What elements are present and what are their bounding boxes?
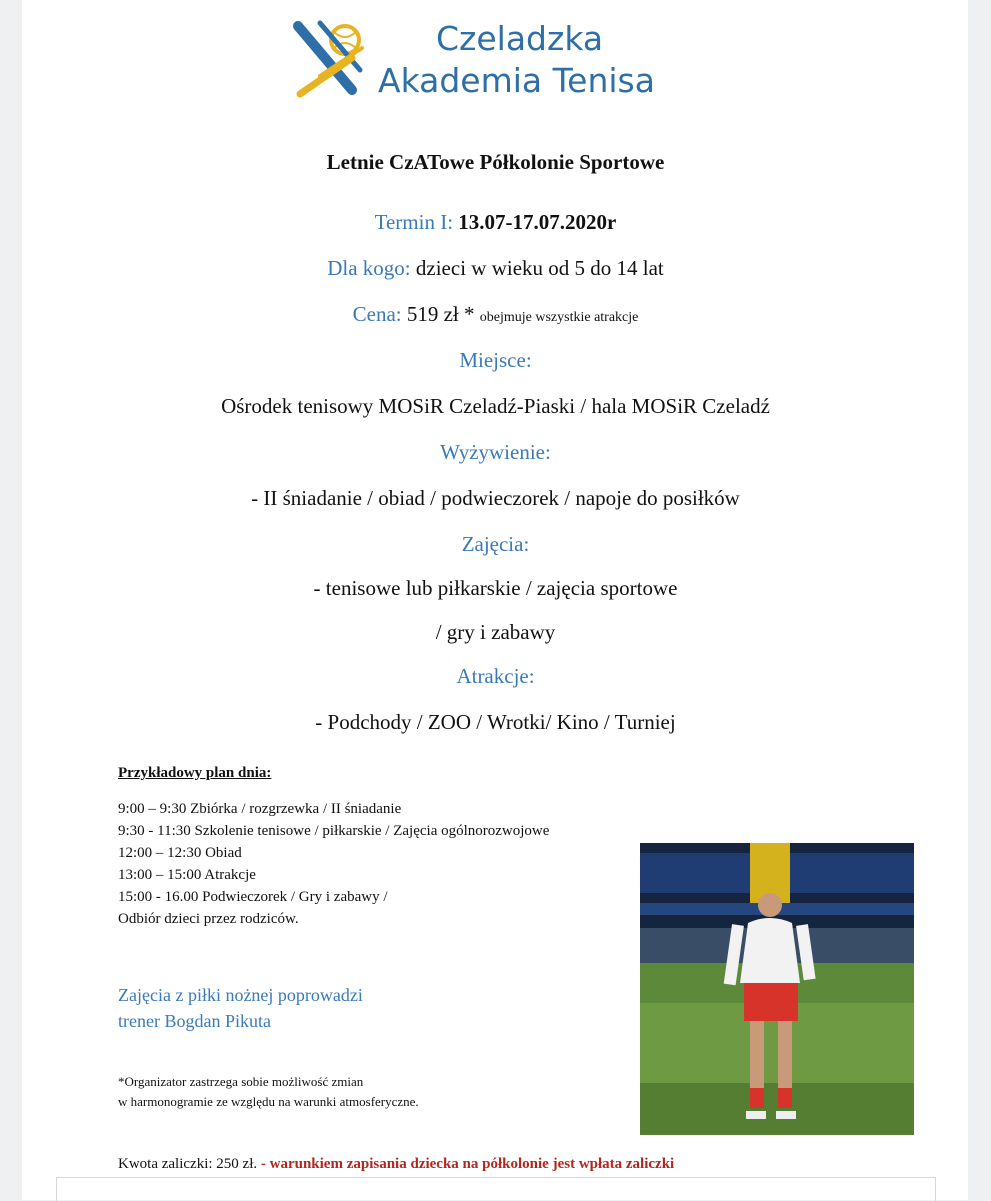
deposit-separator: - (260, 1156, 266, 1172)
food-value: - II śniadanie / obiad / podwieczorek / napoje do posiłków (251, 486, 740, 510)
place-label: Miejsce: (459, 348, 532, 372)
deposit-row (118, 1156, 674, 1173)
bottom-frame (22, 1177, 968, 1200)
coach-line-1: Zajęcia z piłki nożnej poprowadzi (118, 985, 363, 1005)
audience-row (0, 256, 991, 281)
football-coach-photo (640, 843, 914, 1135)
price-note: obejmuje wszystkie atrakcje (479, 310, 639, 325)
term-value: 13.07-17.07.2020r (458, 210, 617, 234)
price-value: 519 zł * (406, 302, 475, 326)
audience-label: Dla kogo: (327, 256, 411, 280)
plan-list (118, 798, 549, 930)
coach-info (118, 982, 363, 1034)
price-label: Cena: (352, 302, 402, 326)
classes-value-2: / gry i zabawy (435, 620, 556, 644)
plan-item: 13:00 – 15:00 Atrakcje (118, 867, 256, 883)
logo-text (378, 18, 655, 102)
bottom-frame-inner (56, 1177, 936, 1201)
plan-item: 15:00 - 16.00 Podwieczorek / Gry i zabawy / (118, 889, 388, 905)
coach-line-2: trener Bogdan Pikuta (118, 1011, 271, 1031)
flyer-title: Letnie CzATowe Półkolonie Sportowe (326, 150, 665, 174)
plan-item: 9:30 - 11:30 Szkolenie tenisowe / piłkarskie / Zajęcia ogólnorozwojowe (118, 823, 550, 839)
classes-value-1: - tenisowe lub piłkarskie / zajęcia sportowe (313, 576, 678, 600)
plan-item: Odbiór dzieci przez rodziców. (118, 911, 299, 927)
food-label: Wyżywienie: (440, 440, 551, 464)
organizer-note (118, 1072, 419, 1112)
deposit-condition: warunkiem zapisania dziecka na półkolonie jest wpłata zaliczki (269, 1156, 675, 1172)
deposit-label: Kwota zaliczki: 250 zł. (118, 1156, 258, 1172)
note-line-2: w harmonogramie ze względu na warunki atmosferyczne. (118, 1094, 419, 1109)
plan-item: 12:00 – 12:30 Obiad (118, 845, 242, 861)
place-value: Ośrodek tenisowy MOSiR Czeladź-Piaski / hala MOSiR Czeladź (221, 394, 770, 418)
attractions-value: - Podchody / ZOO / Wrotki/ Kino / Turniej (315, 710, 676, 734)
term-label: Termin I: (374, 210, 454, 234)
audience-value: dzieci w wieku od 5 do 14 lat (415, 256, 664, 280)
attractions-label: Atrakcje: (456, 664, 535, 688)
plan-heading: Przykładowy plan dnia: (118, 765, 272, 781)
price-row (0, 302, 991, 327)
term-row (0, 210, 991, 235)
classes-label: Zajęcia: (461, 532, 530, 556)
plan-item: 9:00 – 9:30 Zbiórka / rozgrzewka / II śniadanie (118, 801, 402, 817)
note-line-1: *Organizator zastrzega sobie możliwość zmian (118, 1074, 364, 1089)
logo-line-2: Akademia Tenisa (378, 61, 655, 100)
logo-line-1: Czeladzka (436, 19, 604, 58)
